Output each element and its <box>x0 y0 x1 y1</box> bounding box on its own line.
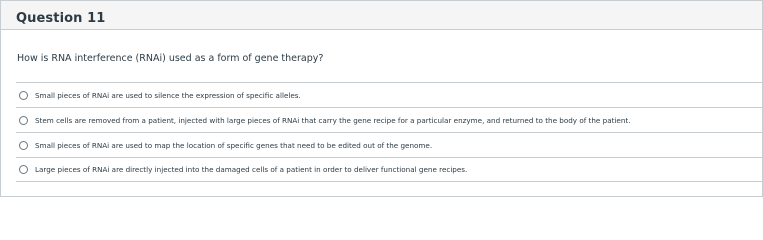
question-header <box>1 1 762 30</box>
answer-label: Large pieces of RNAi are directly injected into the damaged cells of a patient in order to deliver functional gene recipes. <box>35 165 468 174</box>
radio-button-icon[interactable] <box>19 116 28 125</box>
answer-option-4[interactable] <box>16 157 762 182</box>
question-title: Question 11 <box>16 11 106 26</box>
question-text: How is RNA interference (RNAi) used as a form of gene therapy? <box>17 53 324 64</box>
radio-button-icon[interactable] <box>19 141 28 150</box>
answer-option-3[interactable] <box>16 132 762 157</box>
answer-label: Small pieces of RNAi are used to silence the expression of specific alleles. <box>35 90 301 100</box>
answer-option-1[interactable] <box>16 82 762 107</box>
answer-list <box>16 82 762 182</box>
radio-button-icon[interactable] <box>19 91 28 100</box>
answer-label: Stem cells are removed from a patient, injected with large pieces of RNAi that carry the gene recipe for a particular enzyme, and returned to the body of the patient. <box>35 115 631 125</box>
answer-label: Small pieces of RNAi are used to map the location of specific genes that need to be edited out of the genome. <box>35 140 433 150</box>
answer-option-2[interactable] <box>16 107 762 132</box>
radio-button-icon[interactable] <box>19 165 28 174</box>
